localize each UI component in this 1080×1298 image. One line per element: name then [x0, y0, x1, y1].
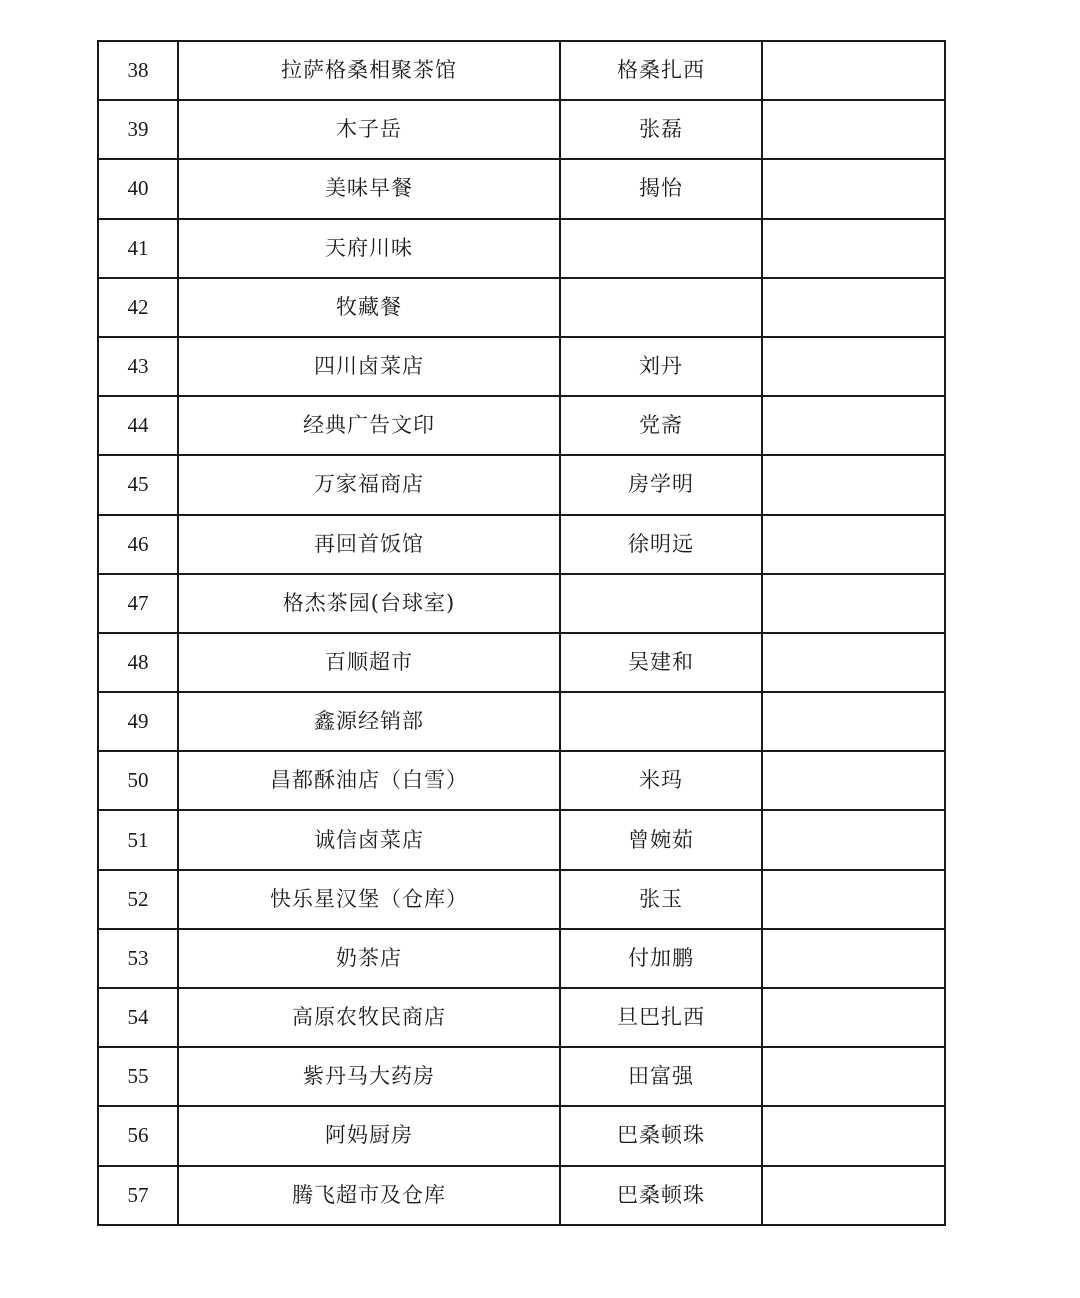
table-row — [98, 751, 945, 810]
table-row — [98, 988, 945, 1047]
contact-person-cell: 刘丹 — [560, 337, 762, 396]
row-number-cell: 42 — [98, 278, 178, 337]
contact-person-cell — [560, 692, 762, 751]
contact-person-cell: 党斋 — [560, 396, 762, 455]
contact-person-cell — [560, 219, 762, 278]
row-number-cell: 45 — [98, 455, 178, 514]
contact-person-cell: 田富强 — [560, 1047, 762, 1106]
contact-person-cell: 付加鹏 — [560, 929, 762, 988]
contact-person-cell: 米玛 — [560, 751, 762, 810]
row-number-cell: 50 — [98, 751, 178, 810]
contact-person-cell: 巴桑顿珠 — [560, 1166, 762, 1225]
row-number-cell: 54 — [98, 988, 178, 1047]
notes-cell — [762, 396, 945, 455]
contact-person-cell: 曾婉茹 — [560, 810, 762, 869]
contact-person-cell: 张磊 — [560, 100, 762, 159]
table-row — [98, 455, 945, 514]
business-name-cell: 拉萨格桑相聚茶馆 — [178, 41, 560, 100]
row-number-cell: 57 — [98, 1166, 178, 1225]
contact-person-cell: 旦巴扎西 — [560, 988, 762, 1047]
table-row — [98, 159, 945, 218]
notes-cell — [762, 100, 945, 159]
business-name-cell: 经典广告文印 — [178, 396, 560, 455]
table-row — [98, 692, 945, 751]
business-roster-table — [97, 40, 946, 1226]
notes-cell — [762, 929, 945, 988]
notes-cell — [762, 278, 945, 337]
business-name-cell: 高原农牧民商店 — [178, 988, 560, 1047]
roster-table-body — [98, 41, 945, 1225]
table-row — [98, 929, 945, 988]
table-row — [98, 810, 945, 869]
table-row — [98, 41, 945, 100]
business-name-cell: 奶茶店 — [178, 929, 560, 988]
notes-cell — [762, 751, 945, 810]
notes-cell — [762, 515, 945, 574]
table-row — [98, 100, 945, 159]
contact-person-cell: 徐明远 — [560, 515, 762, 574]
business-name-cell: 紫丹马大药房 — [178, 1047, 560, 1106]
contact-person-cell: 格桑扎西 — [560, 41, 762, 100]
row-number-cell: 48 — [98, 633, 178, 692]
business-name-cell: 美味早餐 — [178, 159, 560, 218]
contact-person-cell — [560, 574, 762, 633]
notes-cell — [762, 219, 945, 278]
table-row — [98, 278, 945, 337]
business-name-cell: 阿妈厨房 — [178, 1106, 560, 1165]
row-number-cell: 53 — [98, 929, 178, 988]
business-name-cell: 百顺超市 — [178, 633, 560, 692]
notes-cell — [762, 1166, 945, 1225]
row-number-cell: 40 — [98, 159, 178, 218]
table-row — [98, 219, 945, 278]
table-row — [98, 1047, 945, 1106]
table-row — [98, 1106, 945, 1165]
table-row — [98, 396, 945, 455]
notes-cell — [762, 692, 945, 751]
row-number-cell: 43 — [98, 337, 178, 396]
table-row — [98, 574, 945, 633]
contact-person-cell: 吴建和 — [560, 633, 762, 692]
notes-cell — [762, 633, 945, 692]
notes-cell — [762, 337, 945, 396]
business-name-cell: 格杰茶园(台球室) — [178, 574, 560, 633]
business-name-cell: 万家福商店 — [178, 455, 560, 514]
business-name-cell: 再回首饭馆 — [178, 515, 560, 574]
row-number-cell: 56 — [98, 1106, 178, 1165]
table-row — [98, 870, 945, 929]
notes-cell — [762, 574, 945, 633]
contact-person-cell — [560, 278, 762, 337]
row-number-cell: 47 — [98, 574, 178, 633]
notes-cell — [762, 41, 945, 100]
business-name-cell: 鑫源经销部 — [178, 692, 560, 751]
row-number-cell: 39 — [98, 100, 178, 159]
row-number-cell: 49 — [98, 692, 178, 751]
business-name-cell: 昌都酥油店（白雪） — [178, 751, 560, 810]
notes-cell — [762, 988, 945, 1047]
row-number-cell: 44 — [98, 396, 178, 455]
table-row — [98, 1166, 945, 1225]
table-row — [98, 337, 945, 396]
business-name-cell: 诚信卤菜店 — [178, 810, 560, 869]
row-number-cell: 51 — [98, 810, 178, 869]
business-name-cell: 木子岳 — [178, 100, 560, 159]
notes-cell — [762, 1106, 945, 1165]
row-number-cell: 38 — [98, 41, 178, 100]
contact-person-cell: 张玉 — [560, 870, 762, 929]
contact-person-cell: 揭怡 — [560, 159, 762, 218]
row-number-cell: 46 — [98, 515, 178, 574]
notes-cell — [762, 870, 945, 929]
notes-cell — [762, 455, 945, 514]
notes-cell — [762, 810, 945, 869]
row-number-cell: 55 — [98, 1047, 178, 1106]
table-row — [98, 515, 945, 574]
business-name-cell: 天府川味 — [178, 219, 560, 278]
contact-person-cell: 巴桑顿珠 — [560, 1106, 762, 1165]
business-name-cell: 四川卤菜店 — [178, 337, 560, 396]
notes-cell — [762, 159, 945, 218]
business-name-cell: 牧藏餐 — [178, 278, 560, 337]
business-name-cell: 腾飞超市及仓库 — [178, 1166, 560, 1225]
notes-cell — [762, 1047, 945, 1106]
table-row — [98, 633, 945, 692]
contact-person-cell: 房学明 — [560, 455, 762, 514]
business-name-cell: 快乐星汉堡（仓库） — [178, 870, 560, 929]
row-number-cell: 52 — [98, 870, 178, 929]
row-number-cell: 41 — [98, 219, 178, 278]
